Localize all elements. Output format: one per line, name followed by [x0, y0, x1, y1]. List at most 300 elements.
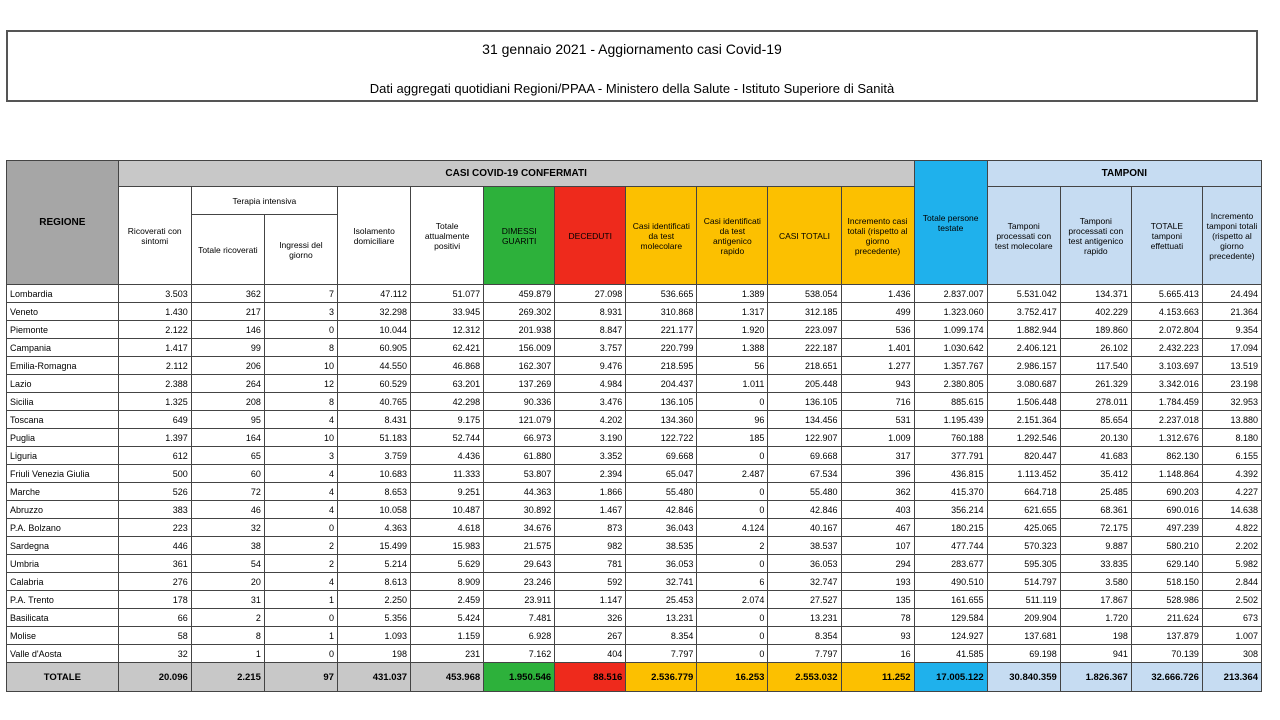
table-cell: 0 [264, 519, 337, 537]
table-cell: 261.329 [1060, 375, 1131, 393]
table-cell: 222.187 [768, 339, 841, 357]
table-cell: 592 [555, 573, 626, 591]
col-header-persone-testate: Totale persone testate [914, 161, 987, 285]
table-cell: 269.302 [484, 303, 555, 321]
table-cell: 2 [264, 555, 337, 573]
table-cell: 47.112 [337, 285, 410, 303]
table-cell: 9.476 [555, 357, 626, 375]
col-header-attualmente-positivi: Totale attualmente positivi [411, 187, 484, 285]
table-cell: 943 [841, 375, 914, 393]
table-cell: 3.757 [555, 339, 626, 357]
table-cell: 4.153.663 [1131, 303, 1202, 321]
table-cell: 2.844 [1202, 573, 1261, 591]
table-cell: 1.430 [118, 303, 191, 321]
table-cell: 4 [264, 501, 337, 519]
table-cell: 52.744 [411, 429, 484, 447]
total-cell: 16.253 [697, 663, 768, 692]
table-row [7, 537, 1262, 555]
table-cell: 2.151.364 [987, 411, 1060, 429]
table-cell: 1 [191, 645, 264, 663]
table-cell: 135 [841, 591, 914, 609]
table-row [7, 645, 1262, 663]
table-cell: 218.595 [626, 357, 697, 375]
table-cell: 383 [118, 501, 191, 519]
table-cell: 42.846 [626, 501, 697, 519]
table-cell: 4.202 [555, 411, 626, 429]
table-cell: 6.155 [1202, 447, 1261, 465]
table-cell: 198 [1060, 627, 1131, 645]
table-cell: 459.879 [484, 285, 555, 303]
table-cell: 198 [337, 645, 410, 663]
total-cell: 431.037 [337, 663, 410, 692]
report-title: 31 gennaio 2021 - Aggiornamento casi Covid-19 [482, 41, 782, 57]
table-cell: 3.752.417 [987, 303, 1060, 321]
table-cell: 0 [697, 645, 768, 663]
table-cell: 0 [264, 645, 337, 663]
table-cell: 1.159 [411, 627, 484, 645]
table-cell: 2.502 [1202, 591, 1261, 609]
table-cell: 361 [118, 555, 191, 573]
table-cell: 36.053 [626, 555, 697, 573]
table-cell: 146 [191, 321, 264, 339]
table-cell: 283.677 [914, 555, 987, 573]
table-cell: 3.580 [1060, 573, 1131, 591]
group-header-tamponi: TAMPONI [987, 161, 1261, 187]
table-cell: 1.882.944 [987, 321, 1060, 339]
table-cell: 66 [118, 609, 191, 627]
table-row [7, 321, 1262, 339]
table-row [7, 627, 1262, 645]
table-cell: 310.868 [626, 303, 697, 321]
table-cell: 3.342.016 [1131, 375, 1202, 393]
table-cell: 4 [264, 411, 337, 429]
region-name-cell: Basilicata [7, 609, 119, 627]
table-cell: 2.202 [1202, 537, 1261, 555]
table-cell: 2 [191, 609, 264, 627]
table-cell: 1.417 [118, 339, 191, 357]
total-cell: 97 [264, 663, 337, 692]
table-cell: 36.043 [626, 519, 697, 537]
table-cell: 497.239 [1131, 519, 1202, 537]
table-cell: 8.431 [337, 411, 410, 429]
table-cell: 0 [697, 555, 768, 573]
table-cell: 1.866 [555, 483, 626, 501]
table-cell: 317 [841, 447, 914, 465]
total-label-cell: TOTALE [7, 663, 119, 692]
table-cell: 1.317 [697, 303, 768, 321]
table-cell: 8.931 [555, 303, 626, 321]
table-cell: 526 [118, 483, 191, 501]
table-cell: 124.927 [914, 627, 987, 645]
table-cell: 4.227 [1202, 483, 1261, 501]
col-header-incremento-tamponi: Incremento tamponi totali (rispetto al giorno precedente) [1202, 187, 1261, 285]
table-cell: 362 [191, 285, 264, 303]
table-cell: 0 [264, 609, 337, 627]
table-cell: 70.139 [1131, 645, 1202, 663]
col-header-isolamento: Isolamento domiciliare [337, 187, 410, 285]
table-cell: 46 [191, 501, 264, 519]
table-cell: 2.072.804 [1131, 321, 1202, 339]
col-header-totale-ricoverati: Totale ricoverati [191, 215, 264, 285]
table-cell: 15.983 [411, 537, 484, 555]
table-cell: 0 [697, 483, 768, 501]
table-cell: 5.982 [1202, 555, 1261, 573]
region-name-cell: Liguria [7, 447, 119, 465]
table-cell: 326 [555, 609, 626, 627]
table-cell: 189.860 [1060, 321, 1131, 339]
report-subtitle: Dati aggregati quotidiani Regioni/PPAA - Ministero della Salute - Istituto Superiore di Sanità [369, 81, 895, 96]
table-cell: 68.361 [1060, 501, 1131, 519]
table-cell: 2.406.121 [987, 339, 1060, 357]
table-cell: 20 [191, 573, 264, 591]
table-cell: 63.201 [411, 375, 484, 393]
table-cell: 56 [697, 357, 768, 375]
table-cell: 55.480 [626, 483, 697, 501]
group-header-casi: CASI COVID-19 CONFERMATI [118, 161, 914, 187]
col-header-casi-molecolare: Casi identificati da test molecolare [626, 187, 697, 285]
table-cell: 467 [841, 519, 914, 537]
table-cell: 1.401 [841, 339, 914, 357]
table-cell: 223.097 [768, 321, 841, 339]
table-cell: 5.424 [411, 609, 484, 627]
table-cell: 193 [841, 573, 914, 591]
table-cell: 53.807 [484, 465, 555, 483]
table-cell: 941 [1060, 645, 1131, 663]
table-cell: 3.103.697 [1131, 357, 1202, 375]
table-row [7, 609, 1262, 627]
table-cell: 1.436 [841, 285, 914, 303]
table-cell: 1.397 [118, 429, 191, 447]
table-cell: 206 [191, 357, 264, 375]
table-cell: 308 [1202, 645, 1261, 663]
table-cell: 8.354 [768, 627, 841, 645]
table-cell: 403 [841, 501, 914, 519]
region-name-cell: Puglia [7, 429, 119, 447]
table-cell: 276 [118, 573, 191, 591]
table-cell: 201.938 [484, 321, 555, 339]
table-row [7, 411, 1262, 429]
table-cell: 13.519 [1202, 357, 1261, 375]
region-name-cell: Lazio [7, 375, 119, 393]
col-header-dimessi: DIMESSI GUARITI [484, 187, 555, 285]
table-cell: 1.007 [1202, 627, 1261, 645]
region-name-cell: Friuli Venezia Giulia [7, 465, 119, 483]
col-header-tamponi-antigenico: Tamponi processati con test antigenico rapido [1060, 187, 1131, 285]
table-cell: 134.371 [1060, 285, 1131, 303]
region-name-cell: Veneto [7, 303, 119, 321]
total-cell: 88.516 [555, 663, 626, 692]
table-cell: 13.231 [768, 609, 841, 627]
table-cell: 5.531.042 [987, 285, 1060, 303]
table-row [7, 519, 1262, 537]
table-cell: 0 [697, 627, 768, 645]
table-cell: 26.102 [1060, 339, 1131, 357]
table-cell: 3.759 [337, 447, 410, 465]
col-header-ingressi: Ingressi del giorno [264, 215, 337, 285]
table-cell: 129.584 [914, 609, 987, 627]
table-cell: 396 [841, 465, 914, 483]
table-cell: 377.791 [914, 447, 987, 465]
table-cell: 690.016 [1131, 501, 1202, 519]
table-cell: 1.113.452 [987, 465, 1060, 483]
table-cell: 4.363 [337, 519, 410, 537]
table-cell: 122.722 [626, 429, 697, 447]
table-cell: 4.124 [697, 519, 768, 537]
region-name-cell: P.A. Trento [7, 591, 119, 609]
total-cell: 20.096 [118, 663, 191, 692]
table-cell: 40.167 [768, 519, 841, 537]
table-cell: 58 [118, 627, 191, 645]
region-name-cell: Sicilia [7, 393, 119, 411]
table-cell: 10.487 [411, 501, 484, 519]
table-cell: 223 [118, 519, 191, 537]
table-cell: 425.065 [987, 519, 1060, 537]
total-cell: 2.536.779 [626, 663, 697, 692]
table-cell: 136.105 [768, 393, 841, 411]
table-cell: 29.643 [484, 555, 555, 573]
table-cell: 536.665 [626, 285, 697, 303]
table-cell: 78 [841, 609, 914, 627]
table-cell: 17.867 [1060, 591, 1131, 609]
table-cell: 14.638 [1202, 501, 1261, 519]
table-cell: 1.325 [118, 393, 191, 411]
table-cell: 716 [841, 393, 914, 411]
table-cell: 67.534 [768, 465, 841, 483]
table-cell: 24.494 [1202, 285, 1261, 303]
table-cell: 1.506.448 [987, 393, 1060, 411]
table-cell: 2 [697, 537, 768, 555]
total-row [7, 663, 1262, 692]
table-cell: 1.195.439 [914, 411, 987, 429]
table-cell: 66.973 [484, 429, 555, 447]
table-cell: 9.175 [411, 411, 484, 429]
table-cell: 10.683 [337, 465, 410, 483]
table-row [7, 339, 1262, 357]
table-cell: 436.815 [914, 465, 987, 483]
table-cell: 180.215 [914, 519, 987, 537]
table-cell: 402.229 [1060, 303, 1131, 321]
table-cell: 1.011 [697, 375, 768, 393]
table-cell: 4.392 [1202, 465, 1261, 483]
table-cell: 1.148.864 [1131, 465, 1202, 483]
table-cell: 162.307 [484, 357, 555, 375]
table-cell: 499 [841, 303, 914, 321]
table-cell: 1.030.642 [914, 339, 987, 357]
region-name-cell: Valle d'Aosta [7, 645, 119, 663]
table-cell: 0 [697, 393, 768, 411]
table-cell: 46.868 [411, 357, 484, 375]
table-cell: 69.668 [768, 447, 841, 465]
table-cell: 404 [555, 645, 626, 663]
table-cell: 122.907 [768, 429, 841, 447]
table-cell: 27.527 [768, 591, 841, 609]
table-cell: 690.203 [1131, 483, 1202, 501]
table-cell: 205.448 [768, 375, 841, 393]
table-cell: 1 [264, 627, 337, 645]
table-cell: 136.105 [626, 393, 697, 411]
table-cell: 570.323 [987, 537, 1060, 555]
table-cell: 511.119 [987, 591, 1060, 609]
table-cell: 0 [264, 321, 337, 339]
table-cell: 1.292.546 [987, 429, 1060, 447]
table-cell: 65 [191, 447, 264, 465]
table-cell: 23.198 [1202, 375, 1261, 393]
table-body [7, 285, 1262, 692]
table-cell: 9.887 [1060, 537, 1131, 555]
table-cell: 38.535 [626, 537, 697, 555]
table-row [7, 483, 1262, 501]
table-cell: 446 [118, 537, 191, 555]
table-cell: 42.298 [411, 393, 484, 411]
table-cell: 1.099.174 [914, 321, 987, 339]
table-cell: 8 [264, 339, 337, 357]
table-cell: 8 [264, 393, 337, 411]
table-cell: 3.352 [555, 447, 626, 465]
table-cell: 12 [264, 375, 337, 393]
table-cell: 41.585 [914, 645, 987, 663]
table-cell: 4 [264, 465, 337, 483]
table-cell: 25.453 [626, 591, 697, 609]
table-cell: 60 [191, 465, 264, 483]
table-cell: 1.323.060 [914, 303, 987, 321]
covid-cases-table [6, 160, 1262, 692]
total-cell: 453.968 [411, 663, 484, 692]
table-cell: 32.953 [1202, 393, 1261, 411]
table-cell: 107 [841, 537, 914, 555]
table-cell: 3 [264, 303, 337, 321]
col-header-casi-totali: CASI TOTALI [768, 187, 841, 285]
table-cell: 72.175 [1060, 519, 1131, 537]
table-cell: 69.198 [987, 645, 1060, 663]
table-cell: 217 [191, 303, 264, 321]
table-cell: 5.356 [337, 609, 410, 627]
table-cell: 85.654 [1060, 411, 1131, 429]
table-cell: 40.765 [337, 393, 410, 411]
table-cell: 531 [841, 411, 914, 429]
table-cell: 2 [264, 537, 337, 555]
table-cell: 161.655 [914, 591, 987, 609]
table-row [7, 465, 1262, 483]
table-cell: 477.744 [914, 537, 987, 555]
table-cell: 1.357.767 [914, 357, 987, 375]
table-cell: 3.476 [555, 393, 626, 411]
table-cell: 211.624 [1131, 609, 1202, 627]
table-row [7, 555, 1262, 573]
col-header-incremento-casi: Incremento casi totali (rispetto al giorno precedente) [841, 187, 914, 285]
table-cell: 514.797 [987, 573, 1060, 591]
table-cell: 629.140 [1131, 555, 1202, 573]
total-cell: 30.840.359 [987, 663, 1060, 692]
table-cell: 7.797 [626, 645, 697, 663]
table-cell: 33.945 [411, 303, 484, 321]
table-cell: 621.655 [987, 501, 1060, 519]
col-header-ricoverati: Ricoverati con sintomi [118, 187, 191, 285]
table-cell: 17.094 [1202, 339, 1261, 357]
table-cell: 1.720 [1060, 609, 1131, 627]
table-cell: 294 [841, 555, 914, 573]
table-cell: 312.185 [768, 303, 841, 321]
table-cell: 231 [411, 645, 484, 663]
table-cell: 220.799 [626, 339, 697, 357]
table-row [7, 303, 1262, 321]
region-name-cell: Piemonte [7, 321, 119, 339]
table-cell: 121.079 [484, 411, 555, 429]
table-cell: 2.122 [118, 321, 191, 339]
region-name-cell: Molise [7, 627, 119, 645]
table-cell: 51.077 [411, 285, 484, 303]
table-cell: 72 [191, 483, 264, 501]
table-cell: 2.394 [555, 465, 626, 483]
table-cell: 33.835 [1060, 555, 1131, 573]
table-cell: 93 [841, 627, 914, 645]
total-cell: 213.364 [1202, 663, 1261, 692]
table-cell: 1 [264, 591, 337, 609]
table-cell: 218.651 [768, 357, 841, 375]
table-cell: 32.298 [337, 303, 410, 321]
table-cell: 7.481 [484, 609, 555, 627]
table-cell: 30.892 [484, 501, 555, 519]
table-cell: 1.389 [697, 285, 768, 303]
table-cell: 2.237.018 [1131, 411, 1202, 429]
table-cell: 36.053 [768, 555, 841, 573]
table-cell: 96 [697, 411, 768, 429]
table-cell: 2.459 [411, 591, 484, 609]
table-cell: 209.904 [987, 609, 1060, 627]
table-cell: 673 [1202, 609, 1261, 627]
total-cell: 2.215 [191, 663, 264, 692]
table-cell: 20.130 [1060, 429, 1131, 447]
table-cell: 11.333 [411, 465, 484, 483]
table-cell: 178 [118, 591, 191, 609]
table-cell: 16 [841, 645, 914, 663]
table-cell: 41.683 [1060, 447, 1131, 465]
table-cell: 1.467 [555, 501, 626, 519]
table-cell: 664.718 [987, 483, 1060, 501]
table-cell: 612 [118, 447, 191, 465]
total-cell: 2.553.032 [768, 663, 841, 692]
table-cell: 356.214 [914, 501, 987, 519]
region-name-cell: Sardegna [7, 537, 119, 555]
table-cell: 38.537 [768, 537, 841, 555]
table-cell: 51.183 [337, 429, 410, 447]
col-header-casi-antigenico: Casi identificati da test antigenico rapido [697, 187, 768, 285]
table-row [7, 429, 1262, 447]
table-cell: 1.312.676 [1131, 429, 1202, 447]
table-cell: 6.928 [484, 627, 555, 645]
table-cell: 204.437 [626, 375, 697, 393]
total-cell: 1.950.546 [484, 663, 555, 692]
table-cell: 8.653 [337, 483, 410, 501]
table-cell: 982 [555, 537, 626, 555]
table-cell: 4 [264, 573, 337, 591]
col-header-tamponi-molecolare: Tamponi processati con test molecolare [987, 187, 1060, 285]
table-cell: 820.447 [987, 447, 1060, 465]
table-cell: 55.480 [768, 483, 841, 501]
table-cell: 21.575 [484, 537, 555, 555]
region-name-cell: Calabria [7, 573, 119, 591]
table-cell: 8.613 [337, 573, 410, 591]
table-cell: 32 [191, 519, 264, 537]
table-cell: 4.822 [1202, 519, 1261, 537]
table-cell: 595.305 [987, 555, 1060, 573]
table-cell: 69.668 [626, 447, 697, 465]
table-cell: 500 [118, 465, 191, 483]
table-cell: 8.847 [555, 321, 626, 339]
table-cell: 137.269 [484, 375, 555, 393]
total-cell: 11.252 [841, 663, 914, 692]
table-cell: 885.615 [914, 393, 987, 411]
table-cell: 415.370 [914, 483, 987, 501]
